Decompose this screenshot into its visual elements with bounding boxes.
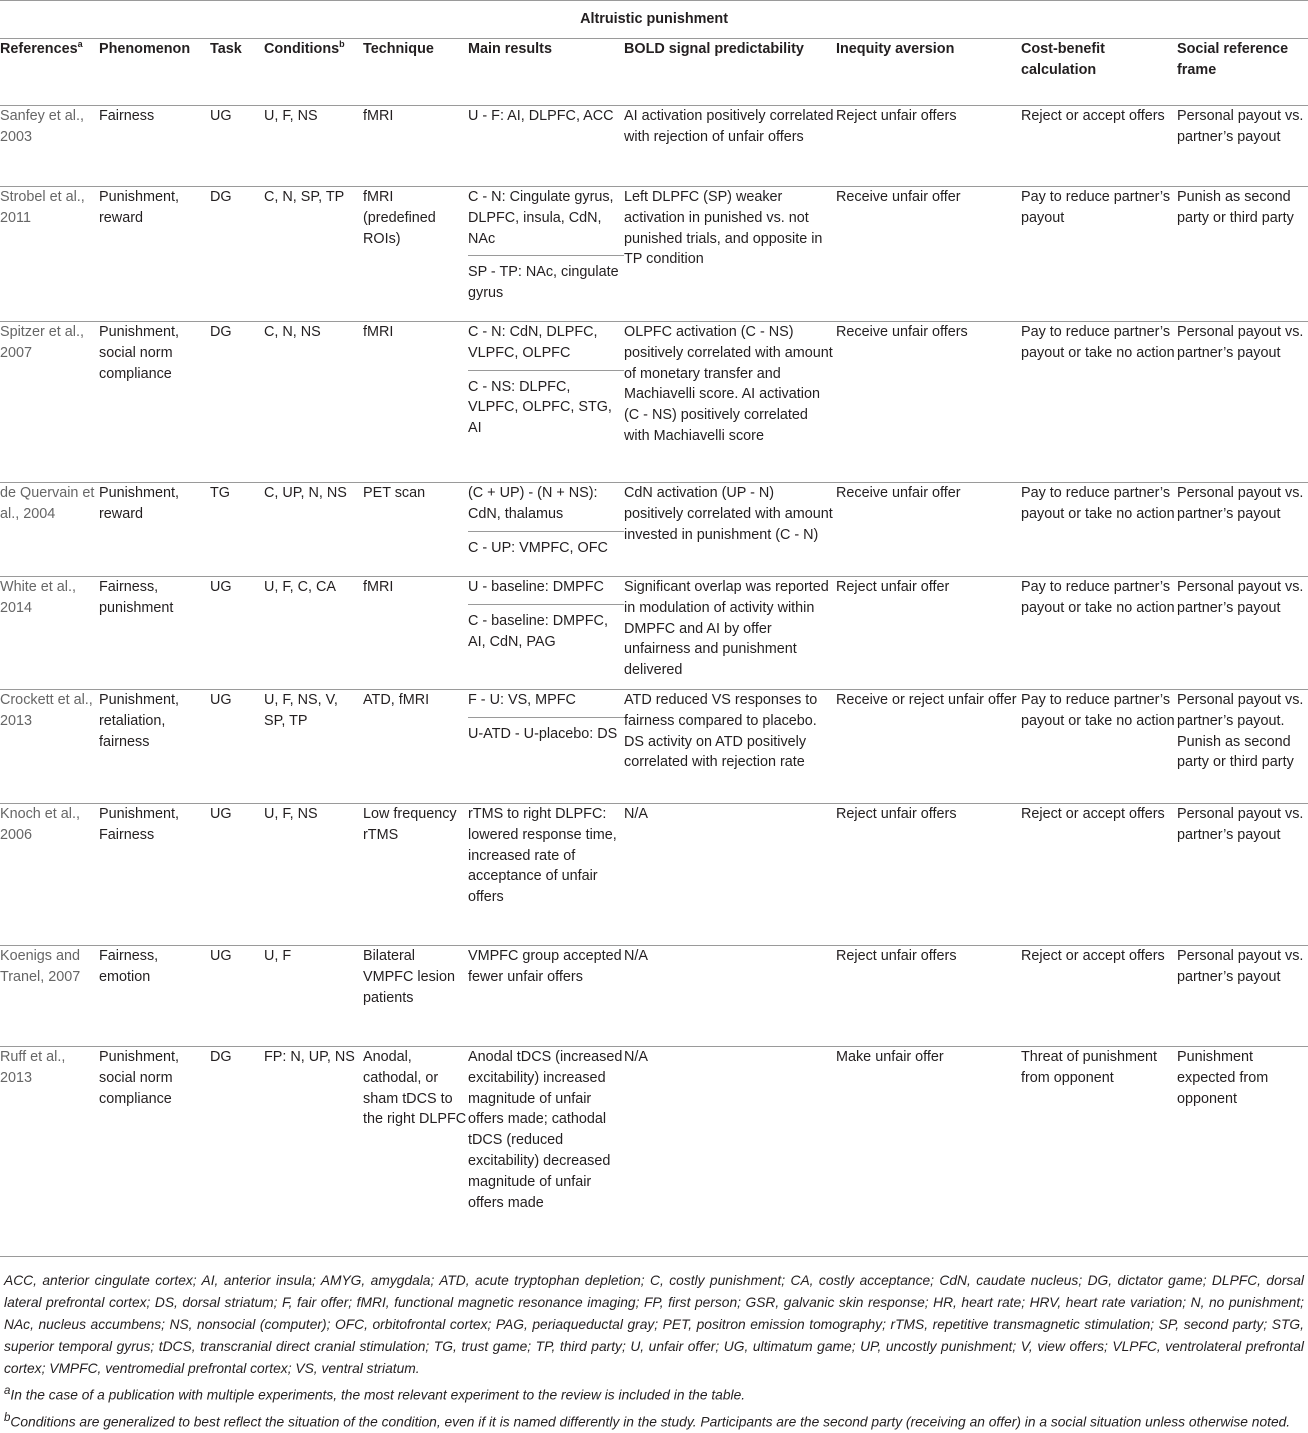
technique-cell: ATD, fMRI	[363, 690, 468, 804]
phenomenon-cell: Fairness, punishment	[99, 577, 210, 690]
technique-cell: fMRI (predefined ROIs)	[363, 187, 468, 322]
phenomenon-cell: Punishment, reward	[99, 187, 210, 322]
main-results-cell	[468, 106, 624, 187]
inequity-cell: Reject unfair offer	[836, 577, 1021, 690]
technique-cell: Bilateral VMPFC lesion patients	[363, 946, 468, 1047]
task-cell: UG	[210, 106, 264, 187]
footnote-mark: a	[4, 1385, 11, 1397]
social-frame-cell: Personal payout vs. partner’s payout. Punish as second party or third party	[1177, 690, 1308, 804]
reference-cell: Knoch et al., 2006	[0, 804, 99, 946]
conditions-cell: U, F	[264, 946, 363, 1047]
reference-cell: Koenigs and Tranel, 2007	[0, 946, 99, 1047]
main-result: F - U: VS, MPFC	[468, 692, 576, 708]
abbreviations: ACC, anterior cingulate cortex; AI, anterior insula; AMYG, amygdala; ATD, acute tryptophan depletion; C, costly punishment; CA, costly acceptance; CdN, caudate nucleus; DG, dictator game; DLPFC, dorsal lateral prefrontal cortex; DS, dorsal striatum; F, fair offer; fMRI, functional magnetic resonance imaging; FP, first person; GSR, galvanic skin response; HR, heart rate; HRV, heart rate variation; N, no punishment; NAc, nucleus accumbens; NS, nonsocial (computer); OFC, orbitofrontal cortex; PAG, periaqueductal gray; PET, positron emission tomography; rTMS, repetitive transmagnetic stimulation; SP, second party; STG, superior temporal gyrus; tDCS, transcranial direct cranial stimulation; TG, trust game; TP, third party; U, unfair offer; UG, ultimatum game; UP, uncostly punishment; V, view offers; VLPFC, ventrolateral prefrontal cortex; VMPFC, ventromedial prefrontal cortex; VS, ventral striatum.	[4, 1273, 1304, 1376]
main-result: C - NS: DLPFC, VLPFC, OLPFC, STG, AI	[468, 370, 624, 439]
main-result: C - UP: VMPFC, OFC	[468, 531, 624, 559]
bold-cell: OLPFC activation (C - NS) positively correlated with amount of monetary transfer and Machiavelli score. AI activation (C - NS) positively correlated with Machiavelli score	[624, 322, 836, 483]
table-row	[0, 690, 1308, 804]
social-frame-cell: Punishment expected from opponent	[1177, 1047, 1308, 1257]
inequity-cell: Receive unfair offer	[836, 483, 1021, 577]
cost-benefit-cell: Pay to reduce partner’s payout or take no action	[1021, 577, 1177, 690]
conditions-cell: U, F, NS, V, SP, TP	[264, 690, 363, 804]
footnote-b	[4, 1407, 1304, 1433]
footnote-mark: a	[77, 39, 83, 50]
main-result: C - N: Cingulate gyrus, DLPFC, insula, CdN, NAc	[468, 189, 614, 247]
phenomenon-cell: Fairness, emotion	[99, 946, 210, 1047]
footnote-a	[4, 1380, 1304, 1407]
main-results-cell	[468, 187, 624, 322]
phenomenon-cell: Punishment, social norm compliance	[99, 1047, 210, 1257]
column-header-label: Phenomenon	[99, 41, 191, 57]
phenomenon-cell: Punishment, social norm compliance	[99, 322, 210, 483]
task-cell: UG	[210, 577, 264, 690]
reference-cell: Strobel et al., 2011	[0, 187, 99, 322]
bold-cell: N/A	[624, 946, 836, 1047]
footnote-mark: b	[4, 1411, 11, 1424]
table-row	[0, 1047, 1308, 1257]
reference-cell: White et al., 2014	[0, 577, 99, 690]
bold-cell: N/A	[624, 1047, 836, 1257]
conditions-cell: C, N, NS	[264, 322, 363, 483]
bold-cell: AI activation positively correlated with rejection of unfair offers	[624, 106, 836, 187]
task-cell: TG	[210, 483, 264, 577]
column-header-label: Conditions	[264, 41, 340, 57]
inequity-cell: Receive unfair offer	[836, 187, 1021, 322]
reference-cell: Spitzer et al., 2007	[0, 322, 99, 483]
inequity-cell: Reject unfair offers	[836, 804, 1021, 946]
technique-cell: PET scan	[363, 483, 468, 577]
social-frame-cell: Personal payout vs. partner’s payout	[1177, 577, 1308, 690]
task-cell: UG	[210, 946, 264, 1047]
task-cell: UG	[210, 690, 264, 804]
social-frame-cell: Personal payout vs. partner’s payout	[1177, 804, 1308, 946]
cost-benefit-cell: Pay to reduce partner’s payout or take no action	[1021, 322, 1177, 483]
main-result: U - F: AI, DLPFC, ACC	[468, 108, 614, 124]
phenomenon-cell: Fairness	[99, 106, 210, 187]
main-result: Anodal tDCS (increased excitability) increased magnitude of unfair offers made; cathodal tDCS (reduced excitability) decreased magnitude of unfair offers made	[468, 1049, 623, 1211]
column-header	[468, 39, 624, 106]
table-row	[0, 106, 1308, 187]
column-header-label: Inequity aversion	[836, 41, 955, 57]
table-title: Altruistic punishment	[0, 1, 1308, 39]
technique-cell: fMRI	[363, 577, 468, 690]
cost-benefit-cell: Threat of punishment from opponent	[1021, 1047, 1177, 1257]
column-header-label: Technique	[363, 41, 434, 57]
column-header	[624, 39, 836, 106]
column-header	[1177, 39, 1308, 106]
main-result: rTMS to right DLPFC: lowered response time, increased rate of acceptance of unfair offers	[468, 806, 617, 906]
inequity-cell: Reject unfair offers	[836, 106, 1021, 187]
main-result: U - baseline: DMPFC	[468, 579, 604, 595]
social-frame-cell: Personal payout vs. partner’s payout	[1177, 483, 1308, 577]
social-frame-cell: Personal payout vs. partner’s payout	[1177, 106, 1308, 187]
table-row	[0, 322, 1308, 483]
table-row	[0, 483, 1308, 577]
phenomenon-cell: Punishment, Fairness	[99, 804, 210, 946]
cost-benefit-cell: Reject or accept offers	[1021, 106, 1177, 187]
column-header-label: Social reference frame	[1177, 41, 1289, 78]
conditions-cell: U, F, C, CA	[264, 577, 363, 690]
column-header-label: Main results	[468, 41, 552, 57]
column-header	[0, 39, 99, 106]
reference-cell: Ruff et al., 2013	[0, 1047, 99, 1257]
bold-cell: Left DLPFC (SP) weaker activation in punished vs. not punished trials, and opposite in TP condition	[624, 187, 836, 322]
bold-cell: CdN activation (UP - N) positively correlated with amount invested in punishment (C - N)	[624, 483, 836, 577]
footnote-text: Conditions are generalized to best reflect the situation of the condition, even if it is named differently in the study. Participants are the second party (receiving an offer) in a social situation unless otherwise noted.	[10, 1414, 1291, 1430]
technique-cell: fMRI	[363, 106, 468, 187]
main-result: U-ATD - U-placebo: DS	[468, 717, 624, 745]
phenomenon-cell: Punishment, retaliation, fairness	[99, 690, 210, 804]
technique-cell: Anodal, cathodal, or sham tDCS to the right DLPFC	[363, 1047, 468, 1257]
table-row	[0, 577, 1308, 690]
bold-cell: ATD reduced VS responses to fairness compared to placebo. DS activity on ATD positively correlated with rejection rate	[624, 690, 836, 804]
header-row	[0, 39, 1308, 106]
column-header	[363, 39, 468, 106]
cost-benefit-cell: Pay to reduce partner’s payout or take no action	[1021, 483, 1177, 577]
main-results-cell	[468, 322, 624, 483]
inequity-cell: Receive or reject unfair offer	[836, 690, 1021, 804]
inequity-cell: Make unfair offer	[836, 1047, 1021, 1257]
column-header	[264, 39, 363, 106]
reference-cell: de Quervain et al., 2004	[0, 483, 99, 577]
main-results-cell	[468, 577, 624, 690]
column-header	[1021, 39, 1177, 106]
reference-cell: Crockett et al., 2013	[0, 690, 99, 804]
table-body	[0, 106, 1308, 1257]
table-row	[0, 946, 1308, 1047]
cost-benefit-cell: Pay to reduce partner’s payout or take no action	[1021, 690, 1177, 804]
social-frame-cell: Personal payout vs. partner’s payout	[1177, 322, 1308, 483]
social-frame-cell: Punish as second party or third party	[1177, 187, 1308, 322]
main-result: (C + UP) - (N + NS): CdN, thalamus	[468, 485, 598, 522]
inequity-cell: Reject unfair offers	[836, 946, 1021, 1047]
task-cell: DG	[210, 187, 264, 322]
technique-cell: fMRI	[363, 322, 468, 483]
main-result: C - baseline: DMPFC, AI, CdN, PAG	[468, 604, 624, 653]
inequity-cell: Receive unfair offers	[836, 322, 1021, 483]
column-header-label: BOLD signal predictability	[624, 41, 804, 57]
conditions-cell: FP: N, UP, NS	[264, 1047, 363, 1257]
reference-cell: Sanfey et al., 2003	[0, 106, 99, 187]
main-result: VMPFC group accepted fewer unfair offers	[468, 948, 622, 985]
cost-benefit-cell: Reject or accept offers	[1021, 804, 1177, 946]
column-header-label: Cost-benefit calculation	[1021, 41, 1105, 78]
table-row	[0, 804, 1308, 946]
cost-benefit-cell: Pay to reduce partner’s payout	[1021, 187, 1177, 322]
main-results-cell	[468, 1047, 624, 1257]
main-result: C - N: CdN, DLPFC, VLPFC, OLPFC	[468, 324, 598, 361]
column-header	[836, 39, 1021, 106]
main-result: SP - TP: NAc, cingulate gyrus	[468, 255, 624, 304]
main-results-cell	[468, 483, 624, 577]
conditions-cell: C, UP, N, NS	[264, 483, 363, 577]
footnote-text: In the case of a publication with multiple experiments, the most relevant experiment to the review is included in the table.	[10, 1387, 746, 1403]
task-cell: DG	[210, 1047, 264, 1257]
conditions-cell: U, F, NS	[264, 804, 363, 946]
phenomenon-cell: Punishment, reward	[99, 483, 210, 577]
bold-cell: Significant overlap was reported in modulation of activity within DMPFC and AI by offer unfairness and punishment delivered	[624, 577, 836, 690]
table-notes	[4, 1270, 1304, 1433]
column-header	[99, 39, 210, 106]
main-results-cell	[468, 690, 624, 804]
technique-cell: Low frequency rTMS	[363, 804, 468, 946]
column-header-label: References	[0, 41, 78, 57]
task-cell: UG	[210, 804, 264, 946]
task-cell: DG	[210, 322, 264, 483]
social-frame-cell: Personal payout vs. partner’s payout	[1177, 946, 1308, 1047]
conditions-cell: U, F, NS	[264, 106, 363, 187]
main-results-cell	[468, 804, 624, 946]
bold-cell: N/A	[624, 804, 836, 946]
footnote-mark: b	[339, 39, 345, 50]
table-row	[0, 187, 1308, 322]
cost-benefit-cell: Reject or accept offers	[1021, 946, 1177, 1047]
main-results-cell	[468, 946, 624, 1047]
conditions-cell: C, N, SP, TP	[264, 187, 363, 322]
column-header-label: Task	[210, 41, 242, 57]
column-header	[210, 39, 264, 106]
